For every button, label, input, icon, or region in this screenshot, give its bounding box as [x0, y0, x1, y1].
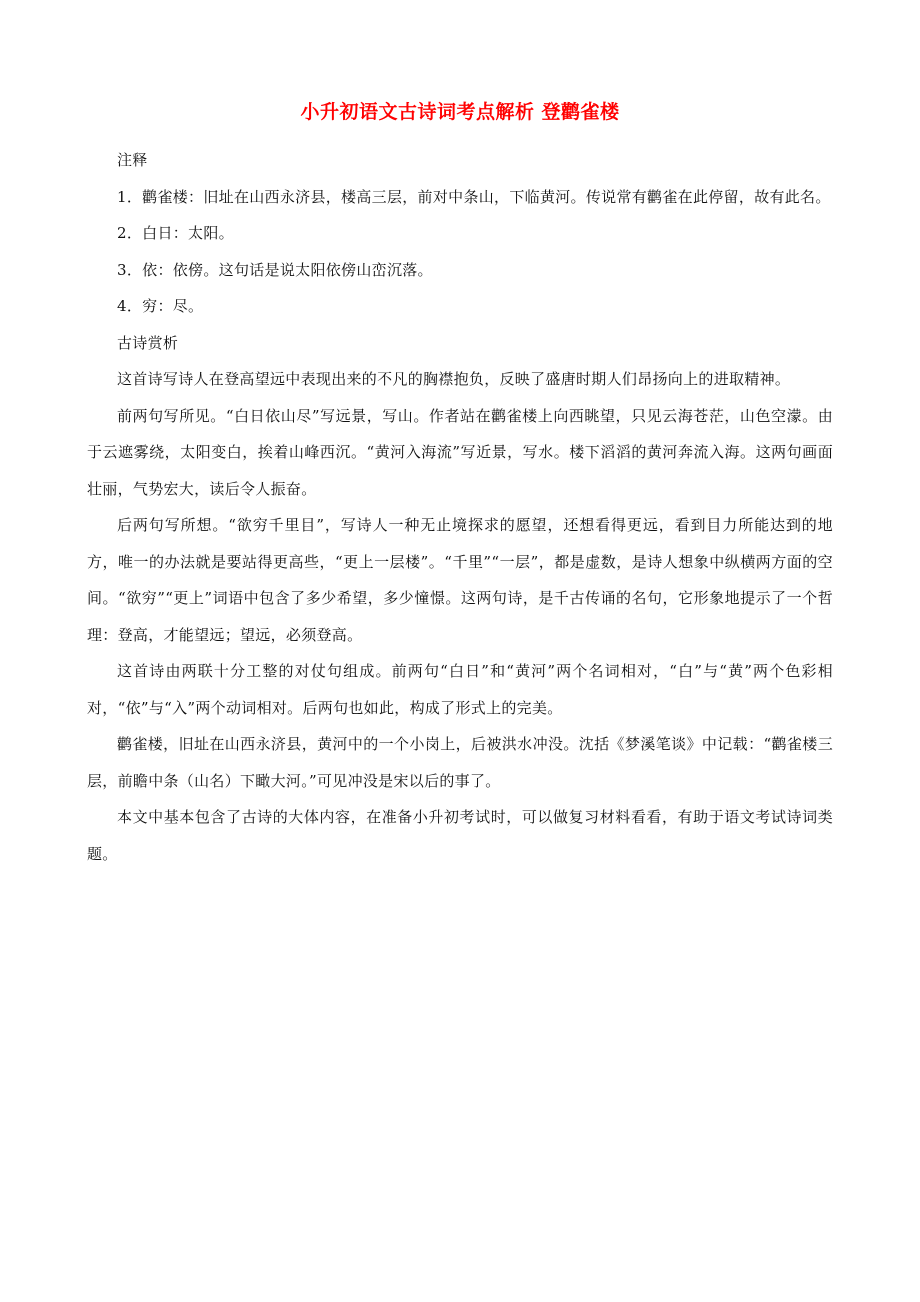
body-paragraph: 本文中基本包含了古诗的大体内容，在准备小升初考试时，可以做复习材料看看，有助于语文考试诗词类题。: [87, 808, 833, 863]
body-paragraph: 这首诗由两联十分工整的对仗句组成。前两句“白日”和“黄河”两个名词相对，“白”与“黄”两个色彩相对，“依”与“入”两个动词相对。后两句也如此，构成了形式上的完美。: [87, 662, 833, 717]
note-item: 3．依：依傍。这句话是说太阳依傍山峦沉落。: [117, 260, 433, 279]
note-item: 1．鹳雀楼：旧址在山西永济县，楼高三层，前对中条山，下临黄河。传说常有鹳雀在此停留，故有此名。: [117, 187, 831, 206]
body-paragraph: 前两句写所见。“白日依山尽”写远景，写山。作者站在鹳雀楼上向西眺望，只见云海苍茫，山色空濛。由于云遮雾绕，太阳变白，挨着山峰西沉。“黄河入海流”写近景，写水。楼下滔滔的黄河奔流入海。这两句画面壮丽，气势宏大，读后令人振奋。: [87, 406, 833, 498]
section-heading-appreciation: 古诗赏析: [117, 333, 179, 352]
document-page: [87, 96, 833, 872]
note-item: 4．穷：尽。: [117, 297, 204, 315]
section-heading-notes: 注释: [117, 151, 148, 169]
body-paragraph: 后两句写所想。“欲穷千里目”，写诗人一种无止境探求的愿望，还想看得更远，看到目力所能达到的地方，唯一的办法就是要站得更高些，“更上一层楼”。“千里”“一层”，都是虚数，是诗人想象中纵横两方面的空间。“欲穷”“更上”词语中包含了多少希望，多少憧憬。这两句诗，是千古传诵的名句，它形象地提示了一个哲理：登高，才能望远；望远，必须登高。: [87, 516, 833, 644]
body-paragraph: 鹳雀楼，旧址在山西永济县，黄河中的一个小岗上，后被洪水冲没。沈括《梦溪笔谈》中记载：“鹳雀楼三层，前瞻中条（山名）下瞰大河。”可见冲没是宋以后的事了。: [87, 735, 833, 790]
body-paragraph: 这首诗写诗人在登高望远中表现出来的不凡的胸襟抱负，反映了盛唐时期人们昂扬向上的进取精神。: [117, 370, 791, 388]
document-title: 小升初语文古诗词考点解析 登鹳雀楼: [300, 101, 620, 123]
note-item: 2．白日：太阳。: [117, 224, 234, 242]
